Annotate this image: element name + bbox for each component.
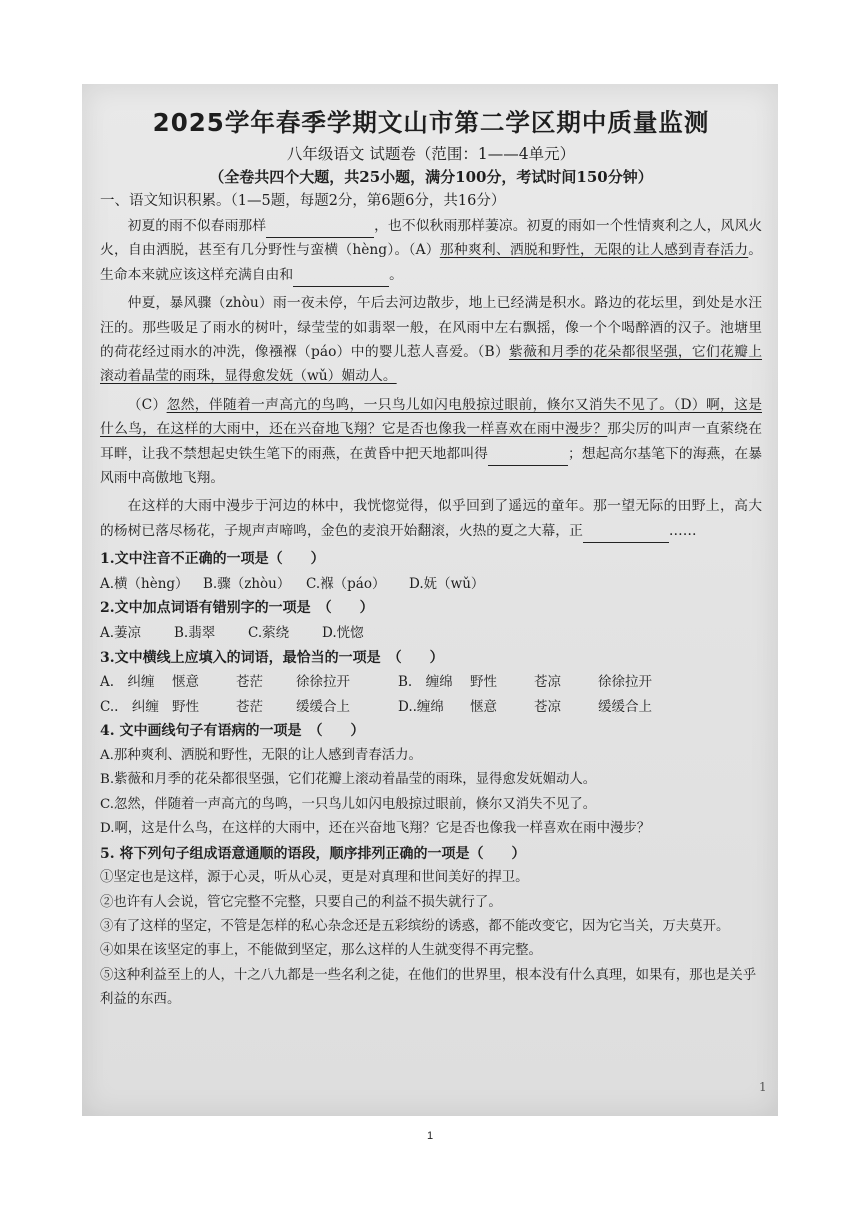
text-span: …… bbox=[668, 522, 697, 539]
option-c: C.萦绕 bbox=[248, 625, 290, 642]
fill-blank bbox=[266, 221, 374, 238]
text-span: 初夏的雨不似春雨那样 bbox=[127, 218, 267, 234]
option-d-word-2: 惬意 bbox=[470, 698, 497, 715]
option-d: D.恍惚 bbox=[322, 625, 364, 642]
question-4-stem: 4. 文中画线句子有语病的一项是 （ ） bbox=[100, 723, 365, 740]
photo-page-number: 1 bbox=[759, 1080, 767, 1094]
option-c-word-3: 苍茫 bbox=[236, 698, 263, 715]
passage-paragraph-2 bbox=[100, 291, 762, 389]
option-c: C.褓（páo） bbox=[306, 575, 386, 592]
option-c-word-1: C.. 纠缠 bbox=[100, 698, 159, 715]
option-c-word-4: 缓缓合上 bbox=[296, 698, 350, 715]
text-span: 。生命本来就应该这样充满自由和 bbox=[100, 242, 763, 283]
option-d: D.妩（wǔ） bbox=[409, 575, 485, 592]
question-5-item-3: ③有了这样的坚定，不管是怎样的私心杂念还是五彩缤纷的诱惑，都不能改变它，因为它当关，万夫莫开。 bbox=[100, 919, 730, 935]
option-a: A.横（hèng） bbox=[100, 575, 189, 592]
question-4-option-d: D.啊，这是什么鸟，在这样的大雨中，还在兴奋地飞翔？它是否也像我一样喜欢在雨中漫步？ bbox=[100, 821, 651, 837]
fill-blank bbox=[293, 270, 389, 287]
option-b-word-1: B. 缠绵 bbox=[398, 674, 453, 691]
question-5-item-4: ④如果在该坚定的事上，不能做到坚定，那么这样的人生就变得不再完整。 bbox=[100, 943, 542, 959]
question-2-stem: 2.文中加点词语有错别字的一项是 （ ） bbox=[100, 600, 374, 617]
option-b-word-4: 徐徐拉开 bbox=[598, 674, 652, 691]
text-span: ；想起高尔基笔下的海燕，在暴风雨中高傲地飞翔。 bbox=[100, 445, 763, 487]
exam-sheet bbox=[100, 98, 762, 1013]
underlined-sentence-b: 紫薇和月季的花朵都很坚强，它们花瓣上滚动着晶莹的雨珠，显得愈发妩（wǔ）媚动人。 bbox=[100, 344, 763, 385]
text-span: 那尖厉的叫声一直萦绕在耳畔，让我不禁想起史铁生笔下的雨燕，在黄昏中把天地都叫得 bbox=[100, 421, 763, 462]
underlined-sentence-a: 那种爽利、洒脱和野性，无限的让人感到青春活力 bbox=[439, 242, 749, 259]
option-a-word-3: 苍茫 bbox=[236, 674, 263, 691]
question-1-options bbox=[100, 572, 762, 597]
text-span: ，也不似秋雨那样萋凉。初夏的雨如一个性情爽利之人，风风火火，自由洒脱，甚至有几分野性与蛮横（hèng）。（A） bbox=[100, 218, 763, 259]
option-d-word-1: D..缠绵 bbox=[398, 698, 444, 715]
question-4-option-c: C.忽然，伴随着一声高亢的鸟鸣，一只鸟儿如闪电般掠过眼前，倏尔又消失不见了。 bbox=[100, 796, 597, 812]
option-b-word-3: 苍凉 bbox=[534, 674, 561, 691]
question-5-item-2: ②也许有人会说，管它完整不完整，只要自己的利益不损失就行了。 bbox=[100, 894, 502, 910]
option-a: A.萋凉 bbox=[100, 625, 142, 642]
exam-subtitle: 八年级语文 试题卷（范围：1——4单元） bbox=[286, 145, 576, 163]
question-3-options-row-2 bbox=[100, 695, 762, 720]
option-c-word-2: 野性 bbox=[172, 698, 199, 715]
section-heading: 一、语文知识积累。（1—5题，每题2分，第6题6分，共16分） bbox=[100, 193, 506, 209]
option-a-word-1: A. 纠缠 bbox=[100, 674, 155, 691]
passage-paragraph-4 bbox=[100, 494, 762, 543]
exam-title: 2025学年春季学期文山市第二学区期中质量监测 bbox=[152, 108, 710, 137]
text-span: 在这样的大雨中漫步于河边的林中，我恍惚觉得，似乎回到了遥远的童年。那一望无际的田野上，高大的杨树已落尽杨花，子规声声啼鸣，金色的麦浪开始翻滚，火热的夏之大幕，正 bbox=[100, 498, 762, 539]
option-b-word-2: 野性 bbox=[470, 674, 497, 691]
fill-blank bbox=[488, 449, 568, 466]
exam-info: （全卷共四个大题，共25小题，满分100分，考试时间150分钟） bbox=[209, 168, 653, 186]
question-3-stem: 3.文中横线上应填入的词语，最恰当的一项是 （ ） bbox=[100, 649, 444, 666]
text-span: （C） bbox=[127, 396, 167, 413]
question-2-options bbox=[100, 621, 762, 646]
option-a-word-4: 徐徐拉开 bbox=[296, 674, 350, 691]
underlined-sentence-cd: 忽然，伴随着一声高亢的鸟鸣，一只鸟儿如闪电般掠过眼前，倏尔又消失不见了。（D）啊，这是什么鸟，在这样的大雨中，还在兴奋地飞翔？它是否也像我一样喜欢在雨中漫步？ bbox=[100, 396, 762, 438]
passage-paragraph-1 bbox=[100, 214, 762, 287]
question-5-item-5: ⑤这种利益至上的人，十之八九都是一些名利之徒，在他们的世界里，根本没有什么真理，如果有，那也是关乎利益的东西。 bbox=[100, 967, 757, 1008]
option-d-word-3: 苍凉 bbox=[534, 698, 561, 715]
question-5-stem: 5. 将下列句子组成语意通顺的语段，顺序排列正确的一项是（ ） bbox=[100, 845, 526, 862]
page-number: 1 bbox=[426, 1130, 434, 1142]
option-b: B.骤（zhòu） bbox=[203, 575, 291, 592]
option-a-word-2: 惬意 bbox=[172, 674, 199, 691]
fill-blank bbox=[583, 526, 669, 543]
passage-paragraph-3 bbox=[100, 393, 762, 491]
question-4-option-a: A.那种爽利、洒脱和野性，无限的让人感到青春活力。 bbox=[100, 748, 422, 764]
question-3-options-row-1 bbox=[100, 670, 762, 695]
question-5-item-1: ①坚定也是这样，源于心灵，听从心灵，更是对真理和世间美好的捍卫。 bbox=[100, 870, 529, 886]
option-b: B.翡翠 bbox=[174, 625, 216, 642]
question-4-option-b: B.紫薇和月季的花朵都很坚强，它们花瓣上滚动着晶莹的雨珠，显得愈发妩媚动人。 bbox=[100, 772, 597, 788]
text-span: 。 bbox=[389, 266, 403, 283]
question-1-stem: 1.文中注音不正确的一项是（ ） bbox=[100, 551, 325, 568]
text-span: 仲夏，暴风骤（zhòu）雨一夜未停，午后去河边散步，地上已经满是积水。路边的花坛里，到处是水汪汪的。那些吸足了雨水的树叶，绿莹莹的如翡翠一般，在风雨中左右飘摇，像一个个喝醉酒的汉子。池塘里的荷花经过雨水的冲洗，像襁褓（páo）中的婴儿惹人喜爱。（B） bbox=[100, 295, 762, 361]
option-d-word-4: 缓缓合上 bbox=[598, 698, 652, 715]
